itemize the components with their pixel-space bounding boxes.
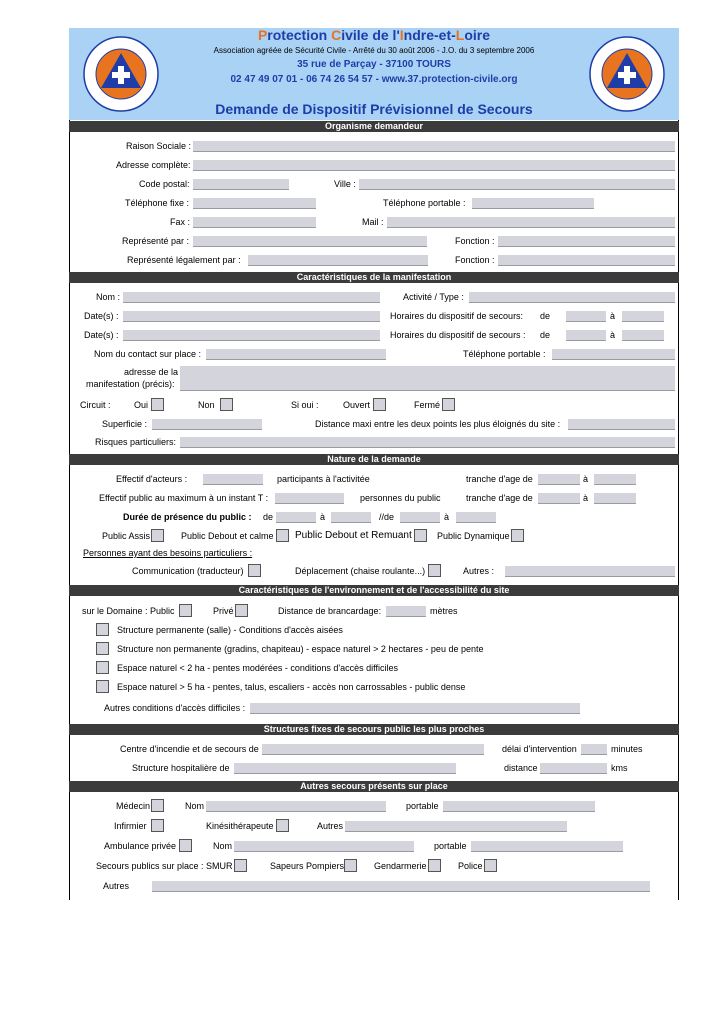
circuit-ouvert-checkbox[interactable] (373, 398, 386, 411)
label-effectif-public-max: Effectif public au maximum à un instant T : (99, 493, 269, 503)
label-nom-manifestation: Nom : (96, 292, 121, 302)
label-telephone-portable-contact: Téléphone portable : (463, 349, 546, 359)
label-mail: Mail : (362, 217, 384, 227)
letterhead (69, 28, 679, 120)
label-autres-personnel: Autres (317, 821, 344, 831)
label-duree-presence: Durée de présence du public : (123, 512, 252, 522)
label-centre-incendie: Centre d'incendie et de secours de (120, 744, 259, 754)
brancardage-field[interactable] (386, 606, 426, 617)
label-autres-secours: Autres (103, 881, 130, 891)
activite-type-field[interactable] (469, 292, 675, 303)
section-structures-fixes: Structures fixes de secours public les plus proches (69, 724, 679, 735)
label-dates-1: Date(s) : (84, 311, 119, 321)
label-nom-ambulance: Nom (213, 841, 233, 851)
label-domaine-prive: Privé (213, 606, 234, 616)
label-distance-hopital: distance (504, 763, 538, 773)
label-ferme: Fermé (414, 400, 441, 410)
form-title: Demande de Dispositif Prévisionnel de Secours (215, 101, 533, 117)
public-debout-remuant-checkbox[interactable] (414, 529, 427, 542)
label-communication: Communication (traducteur) (132, 566, 244, 576)
tranche-age-1-fin-field[interactable] (594, 474, 636, 485)
smur-checkbox[interactable] (234, 859, 247, 872)
duree-fin-1-field[interactable] (331, 512, 371, 523)
label-domaine-public: sur le Domaine : Public (82, 606, 175, 616)
nom-medecin-field[interactable] (206, 801, 386, 812)
label-duree-a-1: à (320, 512, 326, 522)
structure-non-permanente-checkbox[interactable] (96, 642, 109, 655)
label-public-debout-calme: Public Debout et calme (181, 531, 274, 541)
label-kms: kms (611, 763, 628, 773)
tranche-age-2-fin-field[interactable] (594, 493, 636, 504)
nom-manifestation-field[interactable] (123, 292, 380, 303)
label-risques: Risques particuliers: (95, 437, 177, 447)
label-contact-sur-place: Nom du contact sur place : (94, 349, 202, 359)
delai-intervention-field[interactable] (581, 744, 607, 755)
label-duree-a-2: à (444, 512, 450, 522)
medecin-checkbox[interactable] (151, 799, 164, 812)
label-secours-publics-smur: Secours publics sur place : SMUR (96, 861, 233, 871)
label-oui: Oui (134, 400, 149, 410)
represente-par-field[interactable] (193, 236, 427, 247)
label-participants: participants à l'activitée (277, 474, 370, 484)
label-adresse: Adresse complète: (116, 160, 191, 170)
domaine-prive-checkbox[interactable] (235, 604, 248, 617)
label-superficie: Superficie : (102, 419, 148, 429)
label-nom-medecin: Nom (185, 801, 205, 811)
sapeurs-pompiers-checkbox[interactable] (344, 859, 357, 872)
label-public-dynamique: Public Dynamique (437, 531, 510, 541)
fonction-2-field[interactable] (498, 255, 675, 266)
distance-maxi-field[interactable] (568, 419, 675, 430)
tranche-age-2-debut-field[interactable] (538, 493, 580, 504)
fax-field[interactable] (193, 217, 316, 228)
espace-naturel-grand-checkbox[interactable] (96, 680, 109, 693)
contact-sur-place-field[interactable] (206, 349, 386, 360)
fonction-1-field[interactable] (498, 236, 675, 247)
autres-conditions-field[interactable] (250, 703, 580, 714)
tranche-age-1-debut-field[interactable] (538, 474, 580, 485)
label-espace-naturel-grand: Espace naturel > 5 ha - pentes, talus, escaliers - accès non carrossables - public dense (117, 682, 466, 692)
label-delai-intervention: délai d'intervention (502, 744, 577, 754)
section-nature-demande: Nature de la demande (69, 454, 679, 465)
label-tranche-a-1: à (583, 474, 589, 484)
label-code-postal: Code postal: (139, 179, 190, 189)
label-duree-de: de (263, 512, 274, 522)
circuit-ferme-checkbox[interactable] (442, 398, 455, 411)
public-dynamique-checkbox[interactable] (511, 529, 524, 542)
structure-permanente-checkbox[interactable] (96, 623, 109, 636)
label-si-oui: Si oui : (291, 400, 319, 410)
kinesitherapeute-checkbox[interactable] (276, 819, 289, 832)
dates-2-field[interactable] (123, 330, 380, 341)
label-raison-sociale: Raison Sociale : (126, 141, 192, 151)
label-medecin: Médecin (116, 801, 151, 811)
ambulance-privee-checkbox[interactable] (179, 839, 192, 852)
label-represente-par: Représenté par : (122, 236, 190, 246)
police-checkbox[interactable] (484, 859, 497, 872)
duree-debut-1-field[interactable] (276, 512, 316, 523)
nom-ambulance-field[interactable] (234, 841, 414, 852)
label-effectif-acteurs: Effectif d'acteurs : (116, 474, 188, 484)
label-minutes: minutes (611, 744, 643, 754)
portable-ambulance-field[interactable] (471, 841, 623, 852)
telephone-contact-field[interactable] (552, 349, 675, 360)
label-a-2: à (610, 330, 616, 340)
label-structure-permanente: Structure permanente (salle) - Conditions d'accès aisées (117, 625, 343, 635)
label-ouvert: Ouvert (343, 400, 371, 410)
communication-checkbox[interactable] (248, 564, 261, 577)
label-infirmier: Infirmier (114, 821, 147, 831)
horaire-debut-2-field[interactable] (566, 330, 606, 341)
label-fax: Fax : (170, 217, 191, 227)
label-structure-non-permanente: Structure non permanente (gradins, chapiteau) - espace naturel > 2 hectares - peu de pente (117, 644, 484, 654)
label-police: Police (458, 861, 483, 871)
label-adresse-manifestation-l1: adresse de la (124, 367, 179, 377)
label-gendarmerie: Gendarmerie (374, 861, 427, 871)
public-debout-calme-checkbox[interactable] (276, 529, 289, 542)
represente-legalement-field[interactable] (248, 255, 428, 266)
label-espace-naturel-petit: Espace naturel < 2 ha - pentes modérées - conditions d'accès difficiles (117, 663, 398, 673)
code-postal-field[interactable] (193, 179, 289, 190)
association-line: Association agréée de Sécurité Civile - Arrêté du 30 août 2006 - J.O. du 3 septembre 2006 (213, 46, 535, 55)
portable-medecin-field[interactable] (443, 801, 595, 812)
address-line: 35 rue de Parçay - 37100 TOURS (297, 59, 451, 70)
besoins-autres-field[interactable] (505, 566, 675, 577)
duree-fin-2-field[interactable] (456, 512, 496, 523)
label-kinesitherapeute: Kinésithérapeute (206, 821, 274, 831)
label-de-2: de (540, 330, 551, 340)
label-public-debout-remuant: Public Debout et Remuant (295, 530, 412, 541)
label-duree-slash-de: //de (379, 512, 395, 522)
distance-hopital-field[interactable] (540, 763, 607, 774)
horaire-fin-2-field[interactable] (622, 330, 664, 341)
centre-incendie-field[interactable] (262, 744, 484, 755)
public-assis-checkbox[interactable] (151, 529, 164, 542)
label-de-1: de (540, 311, 551, 321)
label-tranche-age-2: tranche d'age de (466, 493, 533, 503)
adresse-manifestation-field[interactable] (180, 366, 675, 391)
label-tranche-age-1: tranche d'age de (466, 474, 533, 484)
label-structure-hospitaliere: Structure hospitalière de (132, 763, 230, 773)
circuit-non-checkbox[interactable] (220, 398, 233, 411)
effectif-public-field[interactable] (275, 493, 344, 504)
section-manifestation: Caractéristiques de la manifestation (69, 272, 679, 283)
dates-1-field[interactable] (123, 311, 380, 322)
organization-name: Protection Civile de l'Indre-et-Loire (257, 27, 491, 43)
label-sapeurs-pompiers: Sapeurs Pompiers (270, 861, 345, 871)
section-environnement: Caractéristiques de l'environnement et de l'accessibilité du site (69, 585, 679, 596)
domaine-public-checkbox[interactable] (179, 604, 192, 617)
label-personnes-public: personnes du public (360, 493, 441, 503)
label-ville: Ville : (334, 179, 356, 189)
label-besoins-autres: Autres : (463, 566, 495, 576)
label-represente-legalement: Représenté légalement par : (127, 255, 241, 265)
label-fonction-2: Fonction : (455, 255, 495, 265)
autres-secours-field[interactable] (152, 881, 650, 892)
label-telephone-fixe: Téléphone fixe : (125, 198, 190, 208)
label-non: Non (198, 400, 215, 410)
label-deplacement: Déplacement (chaise roulante...) (295, 566, 426, 576)
label-portable-medecin: portable (406, 801, 439, 811)
espace-naturel-petit-checkbox[interactable] (96, 661, 109, 674)
gendarmerie-checkbox[interactable] (428, 859, 441, 872)
label-horaires-1: Horaires du dispositif de secours: (390, 311, 524, 321)
label-activite-type: Activité / Type : (403, 292, 464, 302)
section-autres-secours: Autres secours présents sur place (69, 781, 679, 792)
superficie-field[interactable] (152, 419, 262, 430)
label-circuit: Circuit : (80, 400, 111, 410)
label-public-assis: Public Assis (102, 531, 151, 541)
telephone-fixe-field[interactable] (193, 198, 316, 209)
label-besoins-particuliers: Personnes ayant des besoins particuliers : (83, 548, 253, 558)
label-dates-2: Date(s) : (84, 330, 119, 340)
label-portable-ambulance: portable (434, 841, 467, 851)
label-telephone-portable: Téléphone portable : (383, 198, 466, 208)
structure-hospitaliere-field[interactable] (234, 763, 456, 774)
label-autres-conditions: Autres conditions d'accès difficiles : (104, 703, 246, 713)
deplacement-checkbox[interactable] (428, 564, 441, 577)
label-fonction-1: Fonction : (455, 236, 495, 246)
infirmier-checkbox[interactable] (151, 819, 164, 832)
label-a-1: à (610, 311, 616, 321)
ville-field[interactable] (359, 179, 675, 190)
circuit-oui-checkbox[interactable] (151, 398, 164, 411)
adresse-field[interactable] (193, 160, 675, 171)
label-horaires-2: Horaires du dispositif de secours : (390, 330, 526, 340)
label-tranche-a-2: à (583, 493, 589, 503)
horaire-fin-1-field[interactable] (622, 311, 664, 322)
label-brancardage: Distance de brancardage: (278, 606, 382, 616)
section-organisme: Organisme demandeur (69, 121, 679, 132)
risques-field[interactable] (180, 437, 675, 448)
label-adresse-manifestation-l2: manifestation (précis): (86, 379, 175, 389)
duree-debut-2-field[interactable] (400, 512, 440, 523)
raison-sociale-field[interactable] (193, 141, 675, 152)
effectif-acteurs-field[interactable] (203, 474, 263, 485)
label-distance-maxi: Distance maxi entre les deux points les plus éloignés du site : (315, 419, 561, 429)
mail-field[interactable] (387, 217, 675, 228)
label-metres: mètres (430, 606, 458, 616)
telephone-portable-field[interactable] (472, 198, 594, 209)
contact-line: 02 47 49 07 01 - 06 74 26 54 57 - www.37.protection-civile.org (230, 74, 518, 85)
autres-personnel-field[interactable] (345, 821, 567, 832)
horaire-debut-1-field[interactable] (566, 311, 606, 322)
label-ambulance-privee: Ambulance privée (104, 841, 177, 851)
